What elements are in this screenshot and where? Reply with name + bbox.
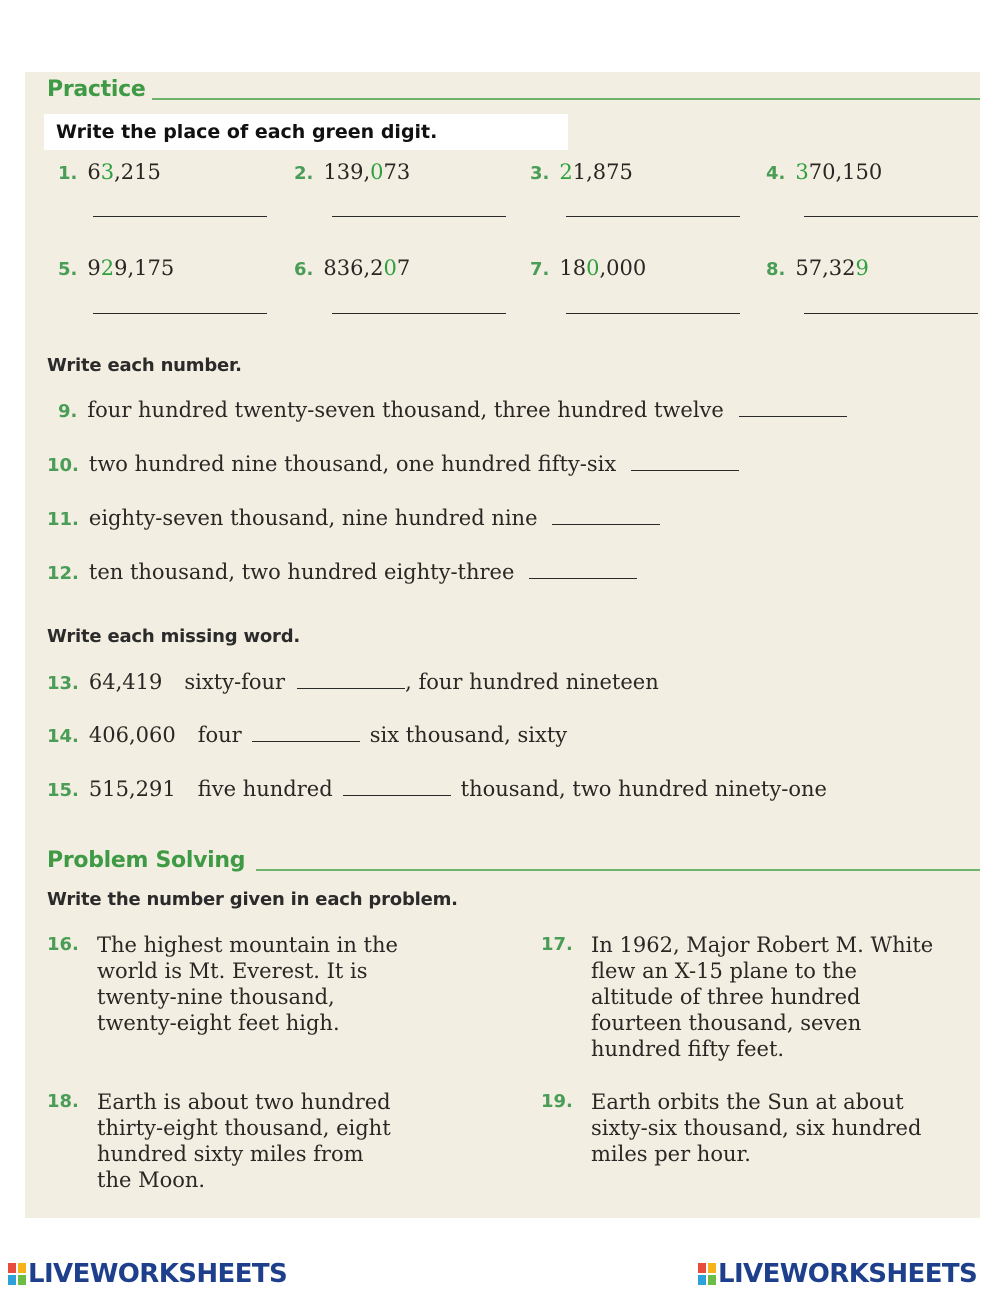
- answer-blank-10[interactable]: [631, 456, 739, 471]
- problem-solving-instruction: Write the number given in each problem.: [47, 889, 458, 910]
- missing-word-item-14: 14. 406,060 four six thousand, sixty: [47, 723, 568, 747]
- practice-instruction-box: [44, 114, 568, 150]
- missing-word-item-13: 13. 64,419 sixty-four , four hundred nineteen: [47, 670, 659, 694]
- practice-item-2: 2. 139,073: [294, 160, 411, 184]
- write-number-item-10: 10. two hundred nine thousand, one hundred fifty-six: [47, 452, 739, 476]
- problem-solving-title: Problem Solving: [47, 848, 246, 873]
- answer-blank-6[interactable]: [332, 313, 506, 314]
- practice-item-3: 3. 21,875: [530, 160, 633, 184]
- practice-instruction: Write the place of each green digit.: [56, 121, 438, 143]
- problem-19: 19. Earth orbits the Sun at about sixty-six thousand, six hundred miles per hour.: [541, 1090, 922, 1166]
- liveworksheets-logo-right: LIVEWORKSHEETS: [698, 1259, 977, 1289]
- problem-16: 16. The highest mountain in the world is Mt. Everest. It is twenty-nine thousand, twenty-eight feet high.: [47, 933, 398, 1035]
- practice-item-4: 4. 370,150: [766, 160, 883, 184]
- answer-blank-1[interactable]: [93, 216, 267, 217]
- answer-blank-2[interactable]: [332, 216, 506, 217]
- practice-item-5: 5. 929,175: [58, 256, 175, 280]
- answer-blank-8[interactable]: [804, 313, 978, 314]
- write-number-item-11: 11. eighty-seven thousand, nine hundred nine: [47, 506, 660, 530]
- answer-blank-15[interactable]: [343, 781, 451, 796]
- liveworksheets-mark-icon: [8, 1263, 26, 1285]
- practice-item-7: 7. 180,000: [530, 256, 647, 280]
- practice-item-8: 8. 57,329: [766, 256, 869, 280]
- answer-blank-7[interactable]: [566, 313, 740, 314]
- answer-blank-11[interactable]: [552, 510, 660, 525]
- practice-rule: [152, 98, 980, 100]
- answer-blank-4[interactable]: [804, 216, 978, 217]
- practice-title: Practice: [47, 77, 146, 102]
- liveworksheets-mark-icon: [698, 1263, 716, 1285]
- answer-blank-3[interactable]: [566, 216, 740, 217]
- answer-blank-14[interactable]: [252, 727, 360, 742]
- write-number-item-12: 12. ten thousand, two hundred eighty-three: [47, 560, 637, 584]
- write-number-item-9: 9. four hundred twenty-seven thousand, three hundred twelve: [58, 398, 847, 422]
- write-number-instruction: Write each number.: [47, 355, 242, 376]
- answer-blank-13[interactable]: [297, 674, 405, 689]
- practice-item-6: 6. 836,207: [294, 256, 411, 280]
- missing-word-item-15: 15. 515,291 five hundred thousand, two hundred ninety-one: [47, 777, 827, 801]
- problem-solving-rule: [256, 869, 980, 871]
- problem-17: 17. In 1962, Major Robert M. White flew an X-15 plane to the altitude of three hundred fourteen thousand, seven hundred fifty feet.: [541, 933, 934, 1061]
- missing-word-instruction: Write each missing word.: [47, 626, 301, 647]
- answer-blank-9[interactable]: [739, 402, 847, 417]
- liveworksheets-logo-left: LIVEWORKSHEETS: [8, 1259, 287, 1289]
- problem-18: 18. Earth is about two hundred thirty-eight thousand, eight hundred sixty miles from the Moon.: [47, 1090, 391, 1192]
- answer-blank-12[interactable]: [529, 564, 637, 579]
- practice-item-1: 1. 63,215: [58, 160, 161, 184]
- answer-blank-5[interactable]: [93, 313, 267, 314]
